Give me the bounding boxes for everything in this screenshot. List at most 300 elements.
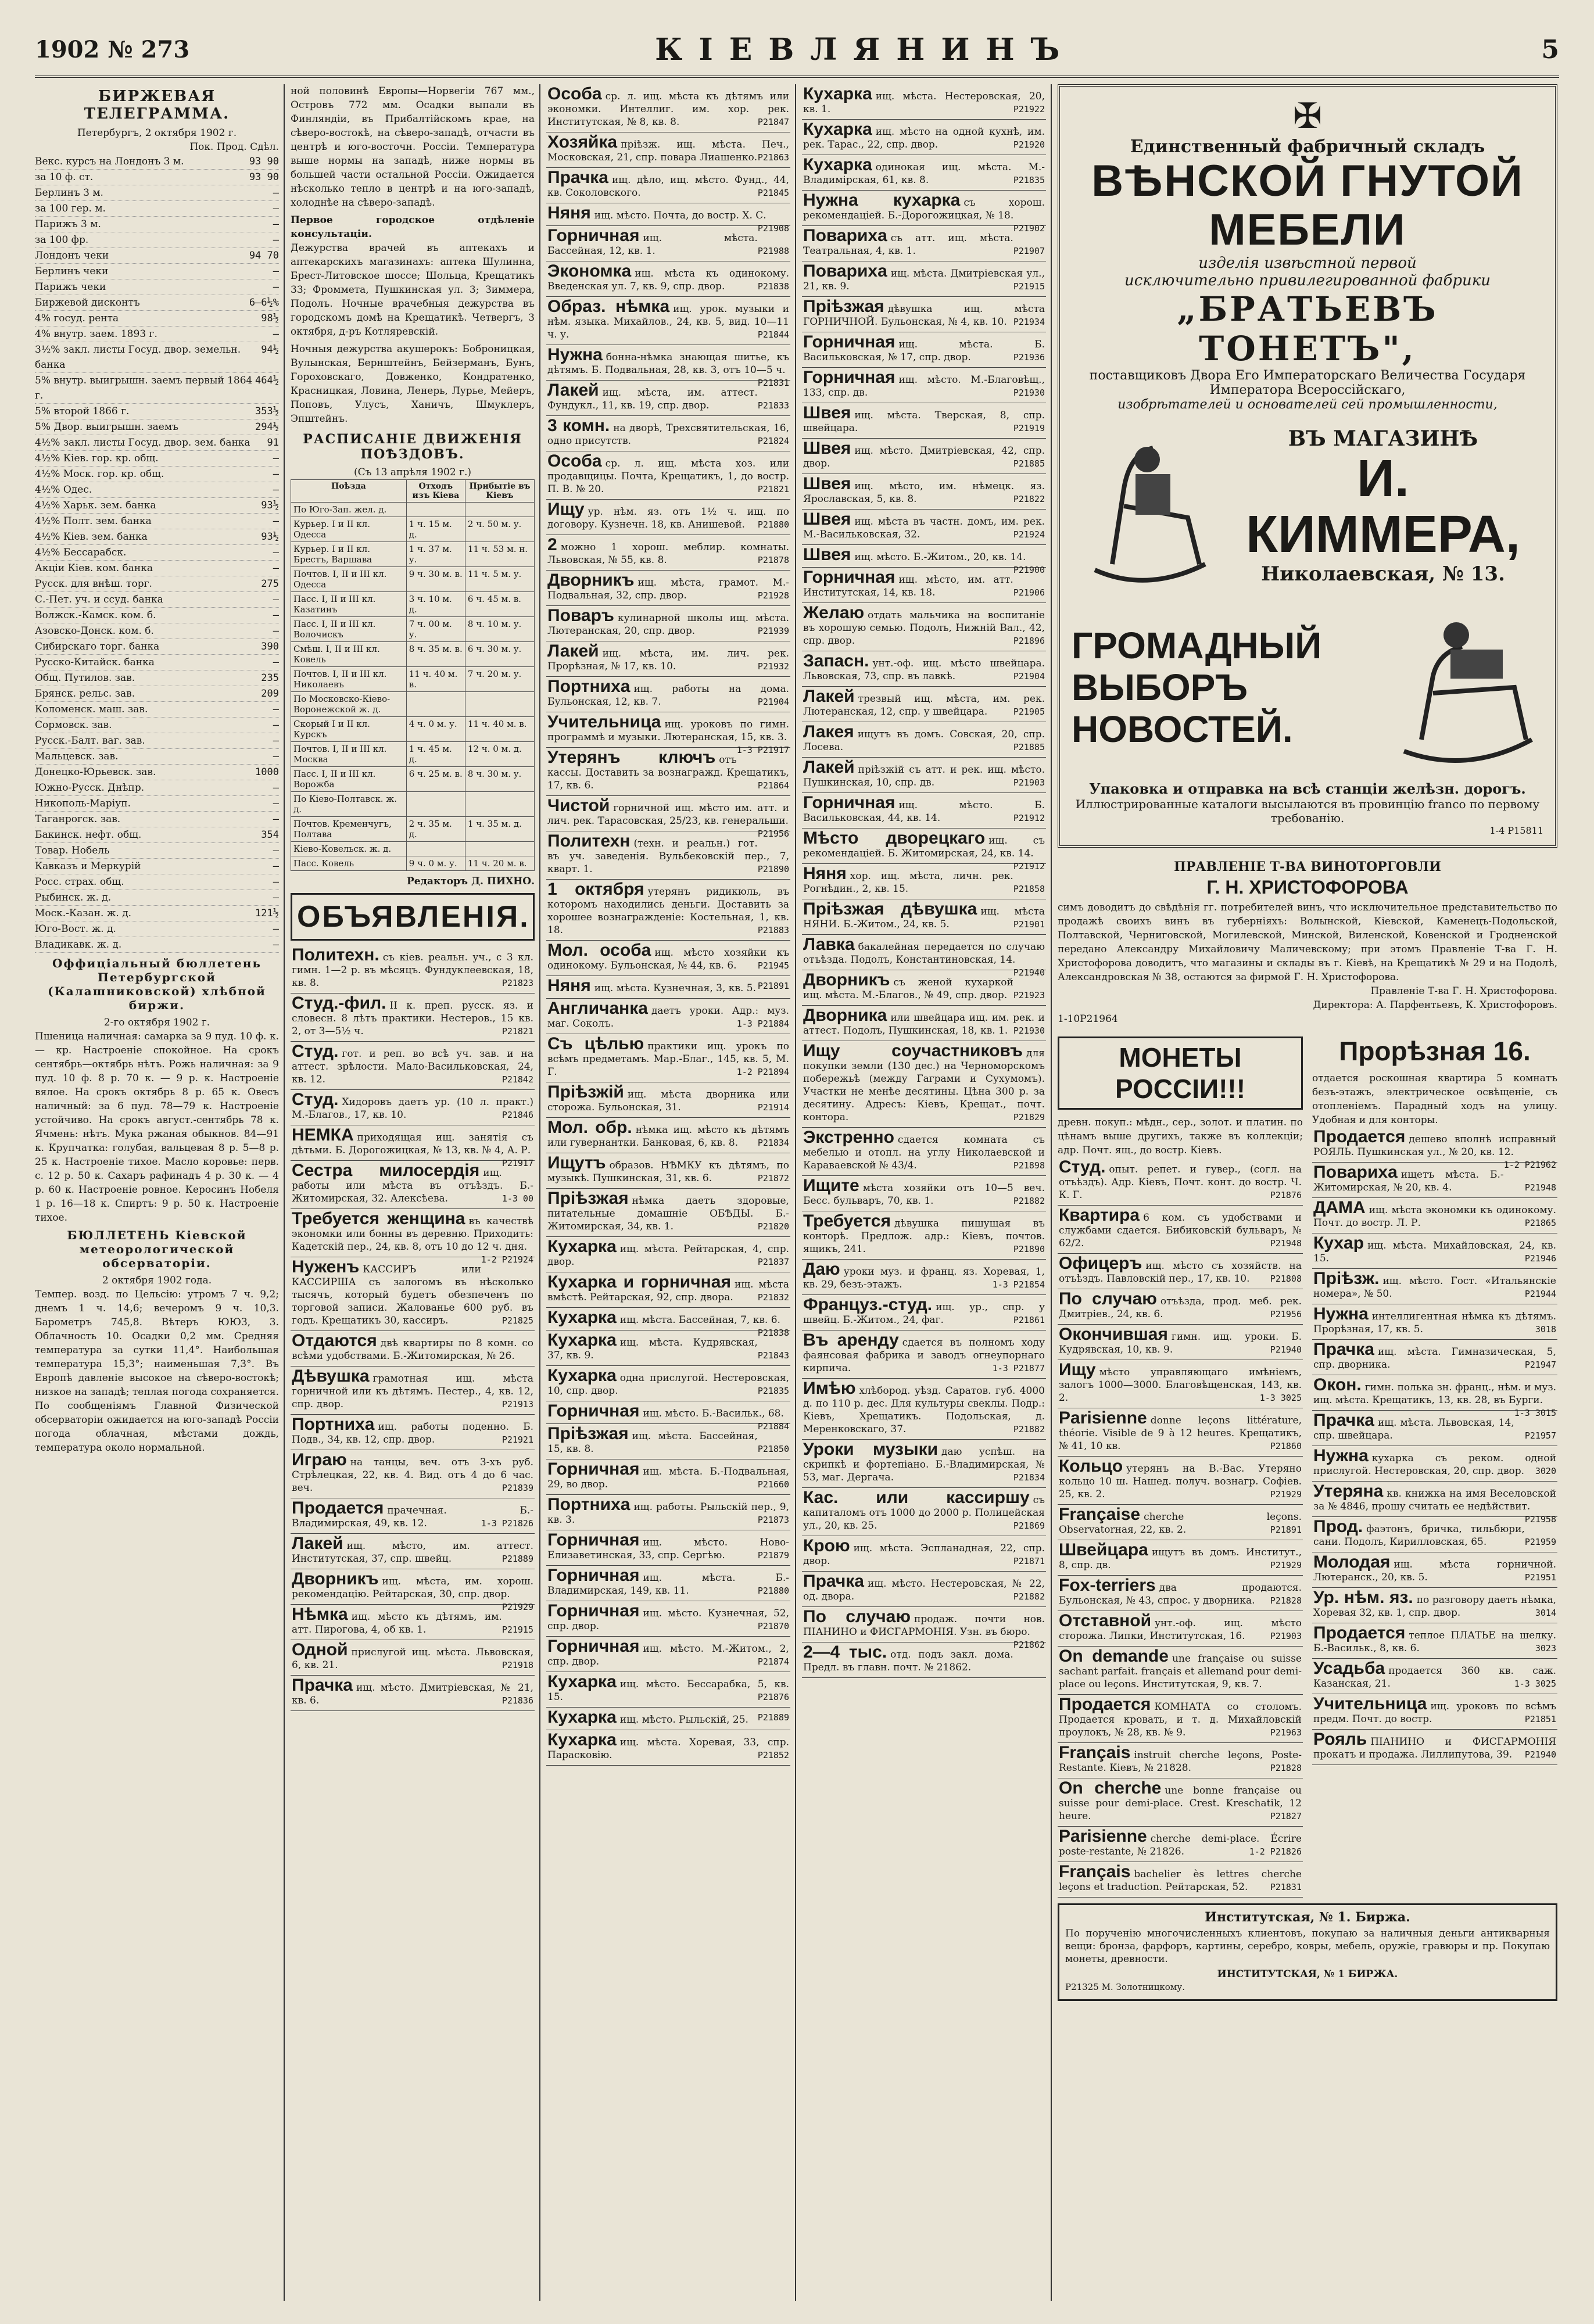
ad-code: Р21863 — [757, 152, 789, 163]
ad-text: ср. л. ищ. мѣста хоз. или продавщицы. Почта, Крещатикъ, 1, до востр. П. В. № 20. — [547, 458, 789, 495]
ad-keyword: Образ. нѣмка — [547, 297, 670, 316]
exchange-ad-title: Институтская, № 1. Биржа. — [1205, 1910, 1410, 1925]
ad-keyword: Лакей — [803, 687, 855, 706]
quote-name: Парижъ 3 м. — [35, 218, 101, 230]
ad-keyword: Лавка — [803, 935, 855, 954]
ad-text: даю успѣш. на скрипкѣ и фортепіано. Б.-Владимирская, № 53, маг. Дергача. — [803, 1446, 1045, 1483]
quote-name: Сормовск. зав. — [35, 719, 112, 731]
quote-value: — — [273, 281, 279, 293]
ad-text: прачечная. Б.-Владимирская, 49, кв. 12. — [292, 1505, 533, 1529]
ad-code: Р21924 — [1013, 529, 1045, 540]
ad-text: ищ. мѣсто. Б.-Васильк., 68. — [643, 1408, 784, 1419]
classified-ad — [546, 976, 790, 999]
ad-code: Р21918 — [502, 1660, 533, 1670]
ad-text: ищ. работы. Рыльскій пер., 9, кв. 3. — [547, 1501, 789, 1526]
ad-text: съ кіев. реальн. уч., с 3 кл. гимн. 1—2 р. въ мѣсяцъ. Фундуклеевская, 18, кв. 8. — [292, 952, 533, 989]
weather-text: Темпер. возд. по Цельсію: утромъ 7 ч. 9,2; днемъ 1 ч. 14,6; вечеромъ 9 ч. 10,3. Барометръ 745,8. Вѣтеръ ЮЮЗ, 3. Облачность 10. Осадки 0,2 мм. Средняя температура за сутки 11,4°. Наибольшая температура 15,3°; наименьшая 7,3°. Въ Европѣ давленіе высокое на сѣверо-востокѣ; низкое на западѣ; теплая погода сохраняется. По сообщеніямъ Главной Физической обсерваторіи ожидается на юго-западѣ Россіи погода облачная, мѣстами дождь, температура около нормальной. — [35, 1289, 279, 1454]
classified-ad — [1312, 1446, 1557, 1482]
ad-code: Р21947 — [1524, 1360, 1556, 1370]
quote-name: Донецко-Юрьевск. зав. — [35, 766, 156, 778]
ad-keyword: Кухарка — [547, 1672, 617, 1691]
ad-text: опыт. репет. и гувер., (согл. на отъѣздъ). Адр. Кіевъ, Почт. конт. до востр. Ч. К. Г. — [1059, 1164, 1302, 1201]
ad-text: ищ. мѣста, грамот. М.-Подвальная, 32, спр. двор. — [547, 577, 789, 601]
quote-value: — — [273, 625, 279, 637]
quote-value: 94 70 — [249, 250, 279, 261]
column-rule — [1051, 84, 1052, 2301]
ad-text: ищ. мѣсто, им. атт. Институтская, 14, кв. 18. — [803, 574, 1013, 598]
quote-row — [35, 342, 279, 373]
quote-row — [35, 419, 279, 435]
exchange-ad-code: Р21325 М. Золотницкому. — [1065, 1982, 1185, 1992]
quote-value: — — [273, 515, 279, 527]
classified-ad — [1058, 1647, 1303, 1695]
ad-code: Р21833 — [757, 400, 789, 411]
classified-ad — [546, 1495, 790, 1530]
ad-code: Р21838 — [757, 281, 789, 292]
ad-text: ищ. мѣста. Бассейная, 15, кв. 8. — [547, 1430, 758, 1455]
ad-text: продается 360 кв. саж. Казанская, 21. — [1313, 1665, 1556, 1690]
classified-ad — [291, 1676, 535, 1711]
ad-keyword: Повариха — [1313, 1163, 1398, 1182]
ad-keyword: On demande — [1059, 1647, 1169, 1666]
classified-ad — [1058, 1827, 1303, 1862]
quote-row — [35, 279, 279, 295]
ad-code: 1-2 Р21962 — [1503, 1160, 1556, 1170]
quote-name: Русск. для внѣш. торг. — [35, 578, 152, 590]
classified-ad — [802, 297, 1046, 332]
schedule-subtitle: (Съ 13 апрѣля 1902 г.) — [353, 467, 472, 478]
quote-value: — — [273, 609, 279, 621]
classified-ad — [546, 677, 790, 712]
quote-row — [35, 592, 279, 608]
classified-ad — [802, 510, 1046, 545]
ad-text: дѣвушка ищ. мѣста ГОРНИЧНОЙ. Бульонская, № 4, кв. 10. — [803, 303, 1045, 328]
quote-name: Волжск.-Камск. ком. б. — [35, 609, 156, 621]
ad-text: ищ. мѣста экономки къ одинокому. Почт. до востр. Л. Р. — [1313, 1204, 1556, 1229]
ad-code: Р21904 — [757, 697, 789, 707]
ad-text: практики ищ. урокъ по всѣмъ предметамъ. Мар.-Благ., 145, кв. 5, М. Г. — [547, 1041, 789, 1078]
ad-keyword: Нужна кухарка — [803, 191, 961, 210]
schedule-row — [291, 817, 535, 842]
ad-code: Р21882 — [1013, 1196, 1045, 1206]
ad-text: ищ. мѣсто, им. аттест. Институтская, 37, спр. швейц. — [292, 1540, 533, 1565]
ad-text: Хидоровъ даетъ ур. (10 л. практ.) М.-Благов., 17, кв. 10. — [292, 1096, 533, 1121]
ad-keyword: Кухарка — [547, 1330, 617, 1350]
ad-keyword: Кухарка — [803, 155, 872, 174]
ad-code: Р21939 — [757, 626, 789, 636]
ad-keyword: Одной — [292, 1640, 348, 1659]
weather-continued: ной половинѣ Европы—Норвегіи 767 мм., Островъ 772 мм. Осадки выпали въ Финляндіи, въ Прибалтійскомъ крае, на сѣверо-востокѣ, на сѣверо-западѣ, отчасти въ центрѣ и юго-восточн. Россіи. Температура выше нормы на западѣ, ниже нормы въ большей части остальной Россіи. Ожидается нѣсколько тепло в центрѣ и на юго-западѣ, холоднѣе на сѣверо-западѣ. — [291, 85, 535, 209]
classified-ad — [291, 1209, 535, 1265]
ad-text: можно 1 хорош. меблир. комнаты. Львовская, № 55, кв. 8. — [547, 541, 789, 566]
column-rule — [284, 84, 285, 2301]
classified-ad — [802, 261, 1046, 297]
ad-text: кв. книжка на имя Веселовской за № 4846, прошу считать ее недѣйствит. — [1313, 1488, 1556, 1512]
schedule-row — [291, 842, 535, 856]
two-subcolumns — [1058, 1031, 1557, 1898]
quote-row — [35, 843, 279, 859]
ad-keyword: Кухарка — [547, 1708, 617, 1727]
classified-ad — [291, 945, 535, 994]
ad-code: Р21869 — [1013, 1520, 1045, 1531]
ad-code: Р21876 — [757, 1692, 789, 1702]
ad-code: Р21884 — [757, 1421, 789, 1432]
classified-ad — [1312, 1482, 1557, 1525]
catalog-note: Иллюстрированные каталоги высылаются въ провинцію franco по первому требованію. — [1075, 797, 1540, 825]
ad-text: трезвый ищ. мѣста, им. рек. Лютеранская, 12, спр. у швейцара. — [803, 693, 1045, 718]
ad-keyword: Имѣю — [803, 1379, 856, 1398]
classified-ad — [802, 568, 1046, 603]
ad-keyword: Горничная — [803, 368, 895, 387]
ad-text: одинокая ищ. мѣста. М.-Владимірская, 61, кв. 8. — [803, 162, 1045, 186]
ad-keyword: Швея — [803, 403, 851, 422]
quote-name: 4½% закл. листы Госуд. двор. зем. банка — [35, 437, 250, 449]
quote-name: Росс. страх. общ. — [35, 876, 124, 888]
weather-title: БЮЛЛЕТЕНЬ Кіевской метеорологической обсерваторіи. — [67, 1228, 247, 1270]
classified-ad — [802, 120, 1046, 155]
ad-code: Р21908 — [757, 223, 789, 234]
ad-code: Р21851 — [1524, 1714, 1556, 1724]
ad-text: ищ. мѣста НЯНИ. Б.-Житом., 24, кв. 5. — [803, 906, 1045, 930]
schedule-row — [291, 592, 535, 617]
ad-code: Р21903 — [1013, 777, 1045, 788]
ad-keyword: Няня — [547, 203, 591, 223]
arrival-time: 6 ч. 30 м. у. — [465, 642, 534, 667]
ad-code: Р21948 — [1524, 1182, 1556, 1193]
departure-time: 1 ч. 37 м. у. — [406, 542, 465, 567]
ad-code: 1-3 3025 — [1514, 1679, 1556, 1689]
schedule-row — [291, 692, 535, 717]
departure-time — [406, 503, 465, 517]
quote-name: Русск.-Балт. ваг. зав. — [35, 735, 145, 747]
ad-keyword: Продается — [1313, 1623, 1406, 1642]
quote-row — [35, 608, 279, 623]
quote-row — [35, 937, 279, 953]
arrival-time: 11 ч. 5 м. у. — [465, 567, 534, 592]
ad-code: Р21883 — [757, 925, 789, 935]
ad-keyword: Крою — [803, 1536, 850, 1555]
classified-ad — [546, 796, 790, 839]
quote-value: 390 — [261, 641, 279, 652]
wine-code: 1-10Р21964 — [1058, 1013, 1118, 1025]
ad-text: ищ. мѣста, им. хорош. рекомендацію. Рейтарская, 30, спр. двор. — [292, 1576, 533, 1600]
ad-code: Р21882 — [1013, 1591, 1045, 1602]
quote-value: — — [273, 468, 279, 480]
classified-ad — [546, 416, 790, 451]
classified-ad — [1312, 1304, 1557, 1340]
ad-code: Р21835 — [757, 1386, 789, 1396]
quote-name: С.-Пет. уч. и ссуд. банка — [35, 594, 163, 605]
ad-code: Р21865 — [1524, 1218, 1556, 1228]
ad-code: Р21845 — [757, 188, 789, 198]
quote-value: 294½ — [255, 421, 279, 433]
classified-ad — [802, 829, 1046, 871]
classified-ad — [1312, 1269, 1557, 1304]
classified-ad — [1312, 1659, 1557, 1694]
wine-company: Г. Н. ХРИСТОФОРОВА — [1206, 877, 1409, 898]
ad-text: горничной ищ. мѣсто им. атт. и лич. рек. Тарасовская, 25/23, кв. генеральши. — [547, 802, 789, 827]
ad-keyword: Экономка — [547, 261, 632, 281]
ad-text: нѣмка ищ. мѣсто къ дѣтямъ или гувернантки. Банковая, 6, кв. 8. — [547, 1124, 790, 1149]
novelties-line-2: ВЫБОРЪ — [1072, 666, 1248, 708]
classified-ad — [546, 168, 790, 203]
quote-value: — — [273, 594, 279, 605]
classified-ad — [1312, 1198, 1557, 1233]
ad-code: 1-2 Р21924 — [481, 1254, 533, 1265]
quote-value: — — [273, 845, 279, 856]
ad-text: образов. НѢМКУ къ дѣтямъ, по музыкѣ. Пушкинская, 31, кв. 6. — [547, 1160, 789, 1184]
ad-code: Р21820 — [757, 1221, 789, 1232]
classified-ad — [291, 1042, 535, 1090]
ad-text: ищ. мѣста, им. лич. рек. Прорѣзная, № 17, кв. 10. — [547, 648, 789, 672]
ad-text: унт.-оф. ищ. мѣсто сторожа. Липки, Институтская, 16. — [1059, 1618, 1302, 1642]
ad-text: ищ. мѣста. Кудрявская, 37, кв. 9. — [547, 1337, 758, 1361]
ad-text: ищ. мѣста горничной. Лютеранск., 20, кв. 5. — [1313, 1559, 1556, 1583]
ad-text: на дворѣ, Трехсвятительская, 16, одно присутств. — [547, 422, 790, 447]
classified-ad — [291, 1367, 535, 1415]
arrival-time: 11 ч. 20 м. в. — [465, 856, 534, 871]
quote-row — [35, 404, 279, 419]
antique-exchange-ad — [1058, 1903, 1557, 2001]
ad-code: 1-2 Р21894 — [736, 1067, 789, 1077]
classified-ad — [1058, 1206, 1303, 1254]
classified-ad — [802, 1211, 1046, 1260]
classified-ad — [802, 722, 1046, 758]
ad-keyword: Нужна — [547, 345, 603, 364]
classified-ad — [546, 381, 790, 416]
ad-code: 1-2 Р21826 — [1249, 1846, 1302, 1857]
ad-text: для покупки земли (130 дес.) на Черноморскомъ побережьѣ (между Гаграми и Сухумомъ). Участки не менѣе десятины. Цѣна 300 р. за десятину. Адресъ: Кіевъ, Крещат., почт. контора. — [803, 1048, 1045, 1123]
page-number: 5 — [1541, 34, 1559, 64]
quote-list — [35, 154, 279, 953]
ad-code: Р21923 — [1013, 990, 1045, 1000]
quote-row — [35, 639, 279, 655]
classified-ad — [802, 84, 1046, 120]
ad-keyword: Пріѣзжая дѣвушка — [803, 899, 977, 919]
quote-name: Юго-Вост. ж. д. — [35, 923, 116, 935]
departure-time: 9 ч. 0 м. у. — [406, 856, 465, 871]
wine-notice — [1058, 859, 1557, 1026]
quote-name: Южно-Русск. Днѣпр. — [35, 782, 145, 794]
ad-text: ищ. мѣсто. Ново-Елизаветинская, 33, спр. Сергѣю. — [547, 1537, 789, 1561]
furniture-purveyor: поставщиковъ Двора Его Императорскаго Величества Государя Императора Всероссійскаго, — [1089, 368, 1526, 397]
schedule-row — [291, 792, 535, 817]
ad-text: ищ. работы или мѣста въ отъѣздъ. Б.-Житомирская, 32. Алексѣева. — [292, 1167, 533, 1204]
ad-text: съ капиталомъ отъ 1000 до 2000 р. Полицейская ул., 20, кв. 25. — [803, 1494, 1045, 1532]
arrival-time — [465, 692, 534, 717]
classified-ad — [546, 999, 790, 1034]
classified-ad — [802, 1379, 1046, 1440]
quote-value: 464½ — [255, 375, 279, 386]
classified-ad — [802, 191, 1046, 234]
ad-keyword: Горничная — [547, 1601, 640, 1620]
departure-time: 11 ч. 40 м. в. — [406, 667, 465, 692]
ad-keyword: Дворникъ — [292, 1569, 379, 1588]
schedule-header-row — [291, 480, 535, 503]
classified-ad — [546, 941, 790, 976]
ad-code: Р21879 — [757, 1550, 789, 1561]
classified-ad — [546, 1459, 790, 1495]
ad-keyword: Утерянъ ключъ — [547, 748, 716, 767]
arrival-time — [465, 503, 534, 517]
classified-ad — [291, 1331, 535, 1367]
ad-keyword: Запасн. — [803, 651, 869, 670]
ad-keyword: Кас. или кассиршу — [803, 1488, 1030, 1507]
classified-ad — [802, 603, 1046, 651]
furniture-headline: ВѢНСКОЙ ГНУТОЙ МЕБЕЛИ — [1091, 156, 1524, 254]
ad-keyword: Кухарка — [547, 1308, 617, 1327]
ad-keyword: Уроки музыки — [803, 1440, 939, 1459]
ad-text: ищ. мѣста. Дмитріевская ул., 21, кв. 9. — [803, 268, 1045, 292]
quote-name: 4½% Одес. — [35, 484, 92, 496]
ad-code: Р21930 — [1013, 388, 1045, 398]
train-name: Пасс. I, II и III кл. Волочискъ — [291, 617, 407, 642]
classified-ad — [1312, 1233, 1557, 1269]
ad-keyword: Мол. обр. — [547, 1118, 632, 1137]
novelties-line-3: НОВОСТЕЙ. — [1072, 708, 1293, 750]
schedule-row — [291, 542, 535, 567]
schedule-row — [291, 567, 535, 592]
column-advert-wide — [1058, 84, 1557, 2301]
ad-text: съ женой кухаркой ищ. мѣста. М.-Благов., № 49, спр. двор. — [803, 977, 1013, 1001]
quote-row — [35, 514, 279, 529]
classified-ad — [546, 297, 790, 345]
ad-text: ищ. работы поденно. Б. Подв., 34, кв. 12, спр. двор. — [292, 1421, 533, 1446]
departure-time: 1 ч. 15 м. д. — [406, 517, 465, 542]
ad-code: Р21912 — [1013, 813, 1045, 823]
classified-ad — [802, 899, 1046, 935]
arrival-time — [465, 792, 534, 817]
editor-line: Редакторъ Д. ПИХНО. — [407, 876, 535, 887]
duty-title: Первое городское отдѣленіе консультаціи. — [291, 214, 535, 240]
ad-keyword: Портниха — [292, 1415, 375, 1434]
quote-value: — — [273, 751, 279, 762]
ad-keyword: Ищу — [547, 500, 585, 519]
ad-code: Р21929 — [1270, 1489, 1302, 1500]
ad-keyword: ДАМА — [1313, 1198, 1366, 1217]
quote-value: — — [273, 782, 279, 794]
ad-code: Р21864 — [757, 780, 789, 791]
ad-text: ищ. мѣста. Гимназическая, 5, спр. дворника. — [1313, 1346, 1556, 1371]
ad-keyword: Няня — [547, 976, 591, 995]
ads-subcolumn-right — [1312, 1031, 1557, 1898]
ad-text: instruit cherche leçons, Poste-Restante. Кіевъ, № 21828. — [1059, 1749, 1302, 1774]
ad-text: отъѣзда, прод. меб. рек. Дмитріев., 24, кв. 6. — [1059, 1296, 1302, 1320]
classified-ad — [1058, 1408, 1303, 1457]
ad-code: Р21870 — [757, 1621, 789, 1631]
classified-ad — [546, 84, 790, 132]
ad-text: donne leçons littérature, théorie. Visible de 9 à 12 heures. Крещатикъ, № 41, 10 кв. — [1059, 1415, 1302, 1452]
ad-code: Р21959 — [1524, 1537, 1556, 1547]
ad-keyword: Ищу соучастниковъ — [803, 1041, 1023, 1060]
ad-text: отъ кассы. Доставить за вознагражд. Крещатикъ, 17, кв. 6. — [547, 754, 789, 791]
classified-ad — [1058, 1289, 1303, 1325]
quote-row — [35, 201, 279, 217]
classified-ad — [291, 1605, 535, 1640]
quote-value: 91 — [267, 437, 279, 449]
departure-time: 9 ч. 30 м. в. — [406, 567, 465, 592]
quote-row — [35, 170, 279, 185]
shop-name: И. КИММЕРА, — [1246, 450, 1520, 564]
quote-value: — — [273, 860, 279, 872]
classified-ad — [546, 831, 790, 880]
classified-ad — [546, 1308, 790, 1338]
departure-time: 1 ч. 45 м. д. — [406, 742, 465, 767]
classified-ad — [291, 1415, 535, 1450]
ad-text: по разговору даетъ нѣмка, Хоревая 32, кв. 1, спр. двор. — [1313, 1594, 1556, 1619]
ad-keyword: Въ аренду — [803, 1330, 899, 1350]
ad-text: бакалейная передается по случаю отъѣзда. Подолъ, Константиновская, 14. — [803, 941, 1045, 966]
ad-keyword: Горничная — [803, 332, 895, 352]
departure-time: 8 ч. 35 м. в. — [406, 642, 465, 667]
quote-name: за 100 гер. м. — [35, 203, 106, 214]
quote-name: 4½% Бессарабск. — [35, 547, 127, 558]
quote-row — [35, 435, 279, 451]
classified-ad — [546, 1189, 790, 1237]
schedule-row — [291, 667, 535, 692]
ad-text: cherche leçons. Observatorная, 22, кв. 2. — [1059, 1511, 1302, 1536]
ad-keyword: Fox-terriers — [1059, 1576, 1156, 1595]
ad-keyword: Учительница — [1313, 1694, 1427, 1713]
ad-text: ищутъ въ домъ. Институт., 8, спр. дв. — [1059, 1547, 1302, 1571]
page-header — [35, 23, 1559, 78]
classified-ad — [802, 1572, 1046, 1607]
quote-name: 5% Двор. выигрышн. заемъ — [35, 421, 178, 433]
ad-code: Р21900 — [1013, 565, 1045, 575]
classified-ad — [802, 1176, 1046, 1211]
quote-value: 93½ — [261, 531, 279, 543]
quote-name: 5% второй 1866 г. — [35, 406, 130, 417]
classified-ad — [546, 1708, 790, 1730]
classified-ad — [802, 332, 1046, 368]
ad-text: нѣмка даетъ здоровые, питательные домашніе ОБѢДЫ. Б.-Житомирская, 34, кв. 1. — [547, 1195, 789, 1232]
ad-code: Р21824 — [757, 436, 789, 446]
quote-name: 4½% Полт. зем. банка — [35, 515, 152, 527]
ad-code: Р21889 — [502, 1554, 533, 1564]
ad-code: Р21891 — [757, 981, 789, 991]
ad-keyword: Повариха — [803, 226, 887, 245]
ad-keyword: Parisienne — [1059, 1827, 1147, 1846]
ad-code: Р21880 — [757, 1586, 789, 1596]
wine-text: симъ доводитъ до свѣдѣнія гг. потребителей винъ, что исключительное представительство по продажѣ своихъ винъ въ губерніяхъ: Волынской, Кіевской, Каменецъ-Подольской, Полтавской, Черниговской, Могилевской, Минской, Виленской, Ковенской и Гродненской передано Александру Михайловичу Маличевскому; при этомъ Правленіе Т-ва Г. Н. Христофорова доводитъ, что магазины и склады въ г. Кіевѣ, на Крещатикѣ № 29 и на Подолѣ, Александровская № 38, остаются за фирмой Г. Н. Христофорова. — [1058, 902, 1557, 983]
ad-keyword: Горничная — [547, 1459, 640, 1479]
quote-value: — — [273, 939, 279, 951]
quote-row — [35, 859, 279, 874]
ad-keyword: Прачка — [547, 168, 608, 187]
ad-code: Р21838 — [757, 1328, 789, 1338]
ad-text: отд. подъ закл. дома. Предл. въ главн. почт. № 21862. — [803, 1649, 1013, 1673]
ad-code: Р21891 — [1270, 1525, 1302, 1535]
arrival-time: 8 ч. 10 м. у. — [465, 617, 534, 642]
ad-text: продаж. почти нов. ПІАНИНО и ФИСГАРМОНІЯ. Узн. въ бюро. — [803, 1613, 1045, 1638]
classified-ad — [1312, 1517, 1557, 1552]
ad-code: Р21808 — [1270, 1274, 1302, 1284]
classified-ad — [1058, 1862, 1303, 1898]
ad-keyword: Лакея — [803, 722, 854, 741]
ad-keyword: 2—4 тыс. — [803, 1642, 887, 1662]
packing-note: Упаковка и отправка на всѣ станціи желѣзн. дорогъ. — [1089, 780, 1526, 797]
classified-ad — [1312, 1127, 1557, 1170]
coins-title: МОНЕТЫ РОССІИ!!! — [1058, 1037, 1303, 1110]
ad-text: гимн. ищ. уроки. Б. Кудрявская, 10, кв. 9. — [1059, 1331, 1302, 1355]
wine-title: ПРАВЛЕНІЕ Т-ВА ВИНОТОРГОВЛИ — [1174, 859, 1441, 874]
ad-keyword: Студ. — [1059, 1157, 1106, 1177]
classified-ad — [802, 1330, 1046, 1379]
classified-ad — [802, 1260, 1046, 1295]
ad-code: Р21940 — [1524, 1749, 1556, 1760]
ad-text: une bonne française ou suisse pour demi-place. Crest. Kreschatik, 12 heure. — [1059, 1785, 1302, 1822]
quote-value: — — [273, 484, 279, 496]
